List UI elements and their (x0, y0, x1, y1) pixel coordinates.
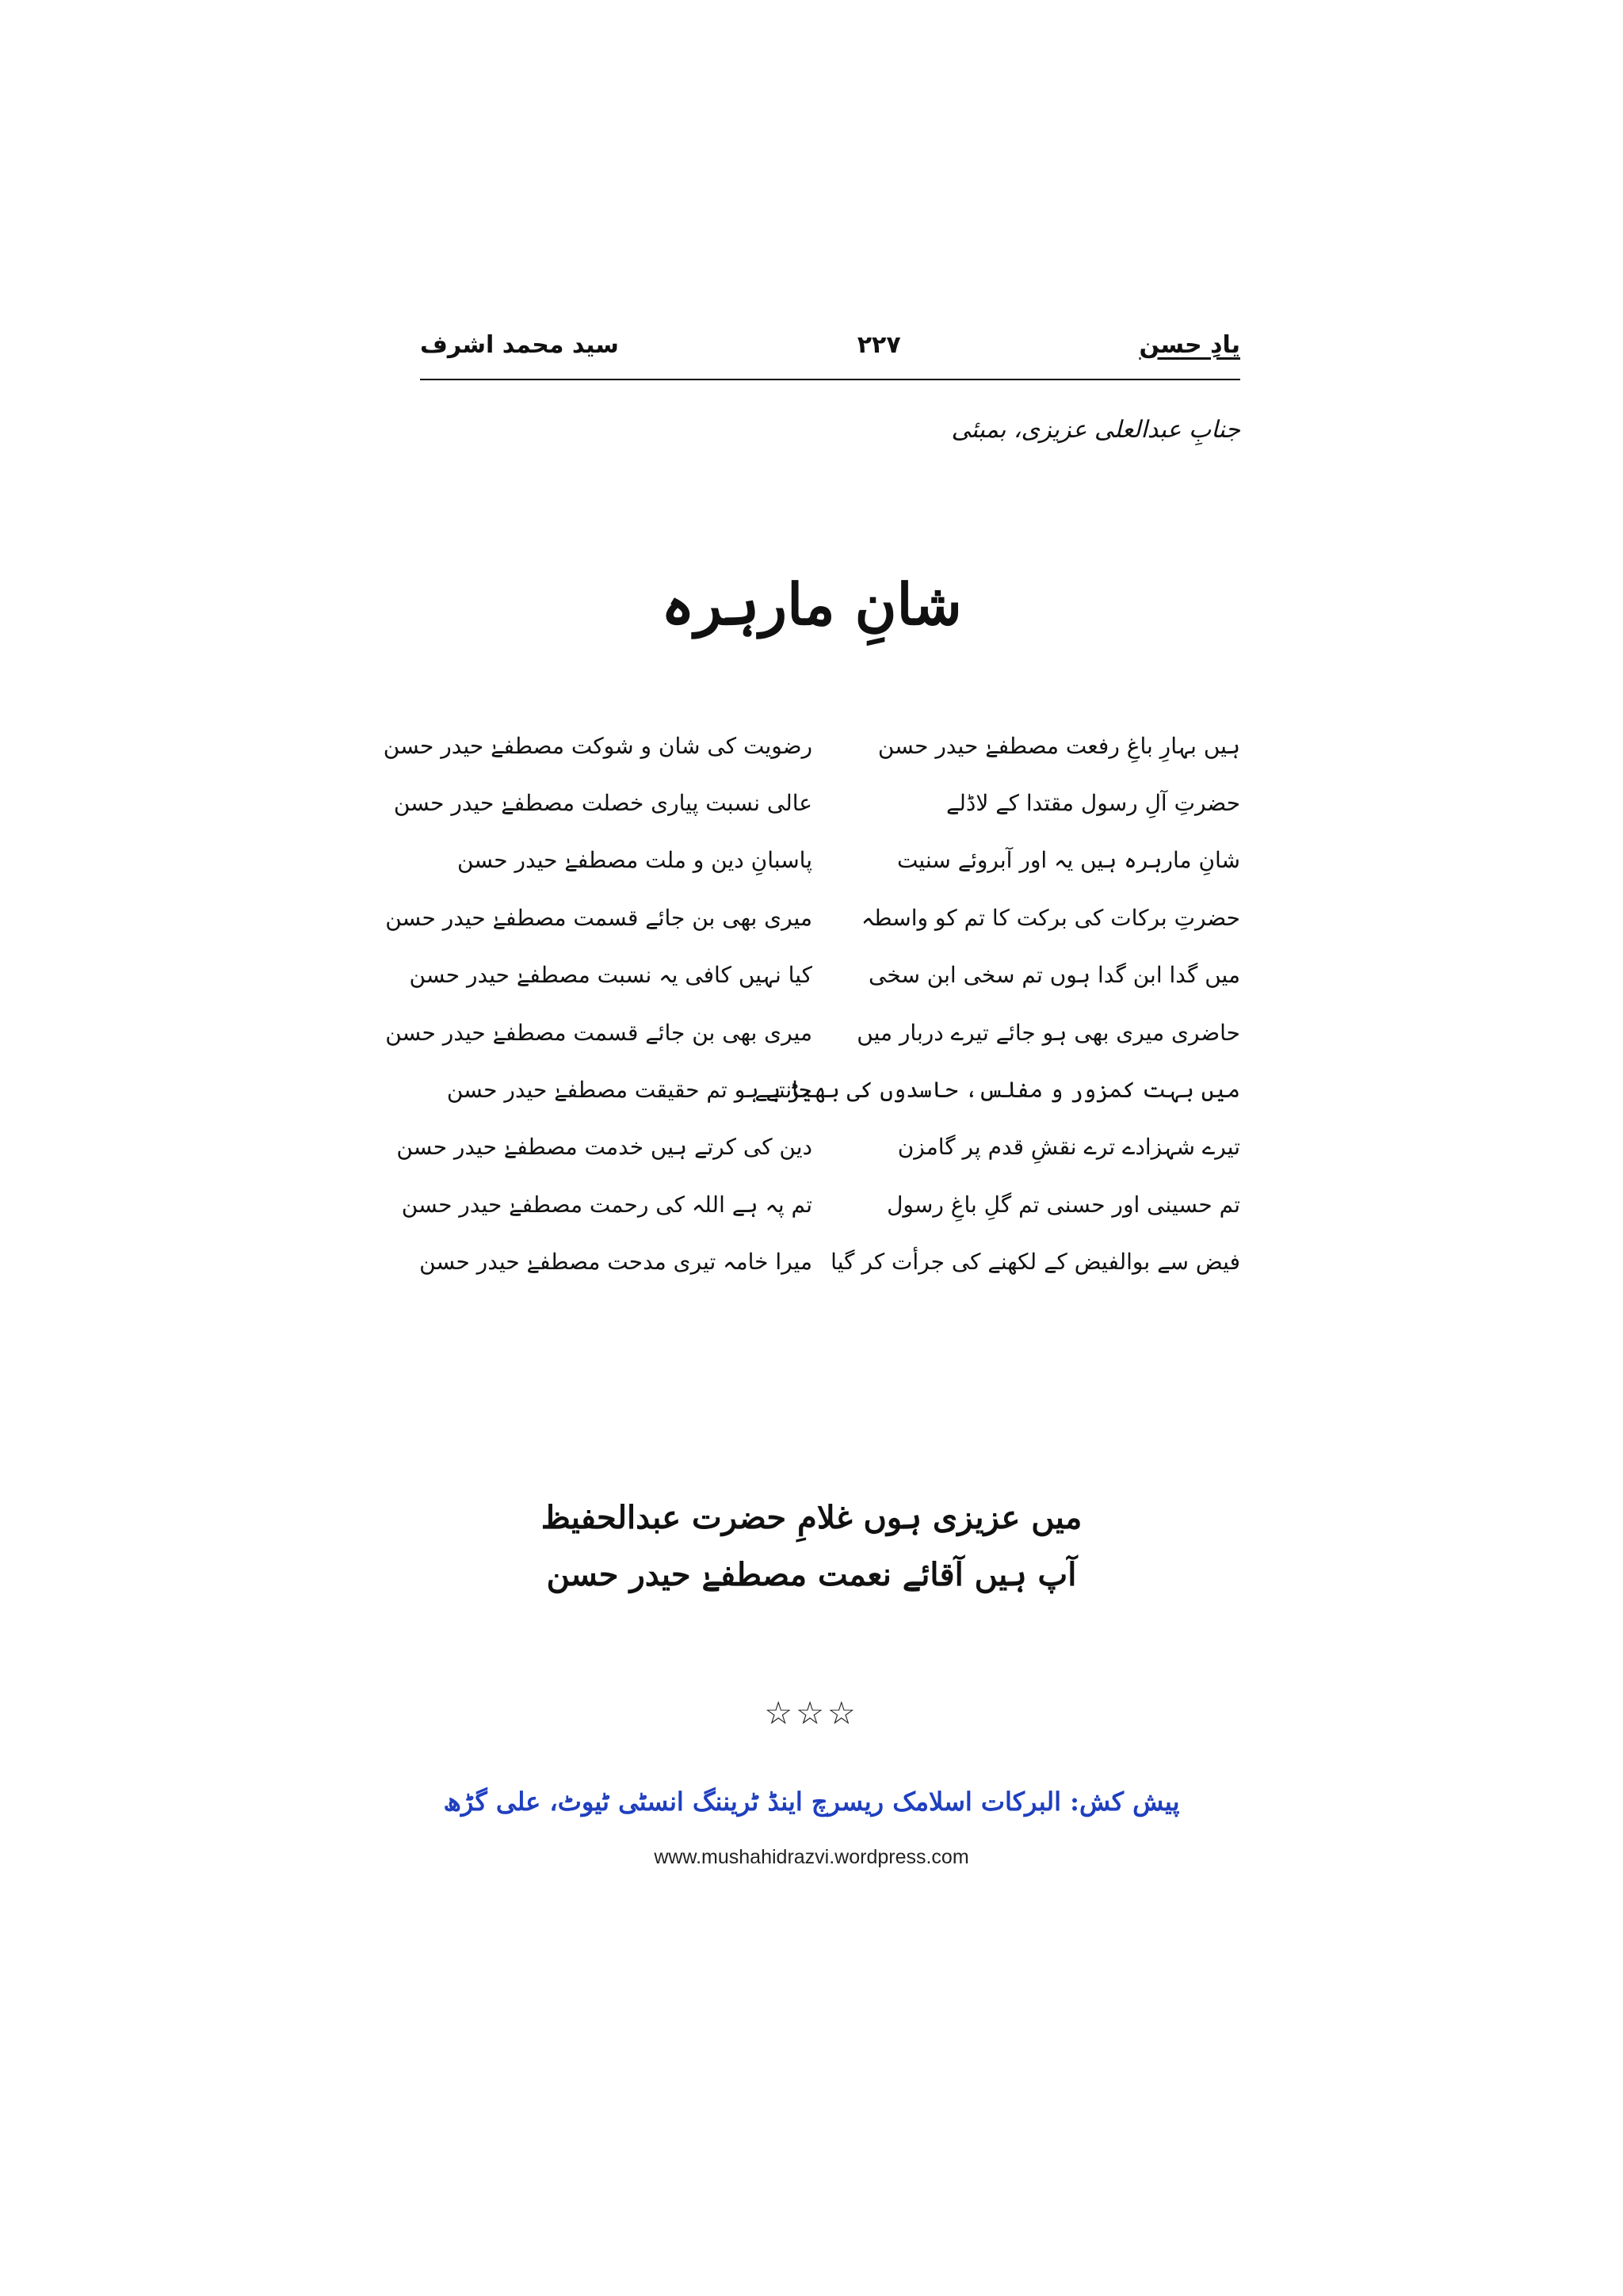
misra-second: عالی نسبت پیاری خصلت مصطفےٰ حیدر حسن (393, 790, 812, 817)
couplet (409, 947, 1240, 1004)
maqta-couplet (0, 1489, 1623, 1604)
couplet (393, 774, 1240, 831)
misra-first: تم حسینی اور حسنی تم گلِ باغِ رسول (887, 1191, 1240, 1218)
misra-first: میں گدا ابن گدا ہوں تم سخی ابن سخی (869, 962, 1240, 989)
misra-first: میں بہت کمزور و مفلس، حاسدوں کی بھیڑ ہے (754, 1077, 1240, 1104)
couplet (383, 717, 1240, 774)
couplets-list (383, 717, 1240, 1291)
star-divider-icon: ☆☆☆ (764, 1695, 859, 1732)
running-header (420, 317, 1240, 372)
couplet (401, 1176, 1240, 1233)
misra-second: کیا نہیں کافی یہ نسبت مصطفےٰ حیدر حسن (409, 962, 812, 989)
header-rule (420, 379, 1240, 380)
misra-second: دین کی کرتے ہیں خدمت مصطفےٰ حیدر حسن (396, 1134, 812, 1161)
couplet (396, 1119, 1240, 1176)
misra-second: جانتے ہو تم حقیقت مصطفےٰ حیدر حسن (446, 1077, 812, 1104)
misra-first: ہیں بہارِ باغِ رفعت مصطفےٰ حیدر حسن (877, 732, 1240, 759)
couplet (385, 889, 1240, 946)
misra-first: شانِ مارہرہ ہیں یہ اور آبروئے سنیت (896, 847, 1240, 874)
couplet (385, 1004, 1240, 1061)
website-url: www.mushahidrazvi.wordpress.com (654, 1846, 969, 1868)
poet-attribution: جنابِ عبدالعلی عزیزی، بمبئی (951, 416, 1240, 444)
misra-second: پاسبانِ دین و ملت مصطفےٰ حیدر حسن (457, 847, 812, 874)
misra-second: رضویت کی شان و شوکت مصطفےٰ حیدر حسن (383, 732, 812, 759)
couplet (412, 1061, 1240, 1118)
misra-first: فیض سے بوالفیض کے لکھنے کی جرأت کر گیا (831, 1249, 1240, 1276)
page-number: ۲۲۷ (857, 330, 901, 359)
misra-first: حاضری میری بھی ہو جائے تیرے دربار میں (857, 1019, 1240, 1046)
misra-first: حضرتِ آلِ رسول مقتدا کے لاڈلے (945, 790, 1240, 817)
book-title: یادِ حسن (1139, 330, 1240, 359)
misra-second: میری بھی بن جائے قسمت مصطفےٰ حیدر حسن (385, 904, 812, 931)
misra-second: میری بھی بن جائے قسمت مصطفےٰ حیدر حسن (385, 1019, 812, 1046)
misra-second: میرا خامہ تیری مدحت مصطفےٰ حیدر حسن (419, 1249, 812, 1276)
misra-first: حضرتِ برکات کی برکت کا تم کو واسطہ (861, 904, 1240, 931)
poem-title: شانِ مارہرہ (661, 570, 962, 638)
misra-first: تیرے شہزادے ترے نقشِ قدم پر گامزن (897, 1134, 1240, 1161)
author-name: سید محمد اشرف (420, 330, 619, 359)
maqta-line-1: میں عزیزی ہوں غلامِ حضرت عبدالحفیظ (540, 1499, 1083, 1536)
presenter-credit: پیش کش: البرکات اسلامک ریسرچ اینڈ ٹریننگ انسٹی ٹیوٹ، علی گڑھ (443, 1787, 1180, 1817)
maqta-line-2: آپ ہیں آقائے نعمت مصطفےٰ حیدر حسن (546, 1556, 1077, 1593)
couplet (412, 832, 1240, 889)
misra-second: تم پہ ہے اللہ کی رحمت مصطفےٰ حیدر حسن (401, 1191, 812, 1218)
couplet (412, 1234, 1240, 1291)
